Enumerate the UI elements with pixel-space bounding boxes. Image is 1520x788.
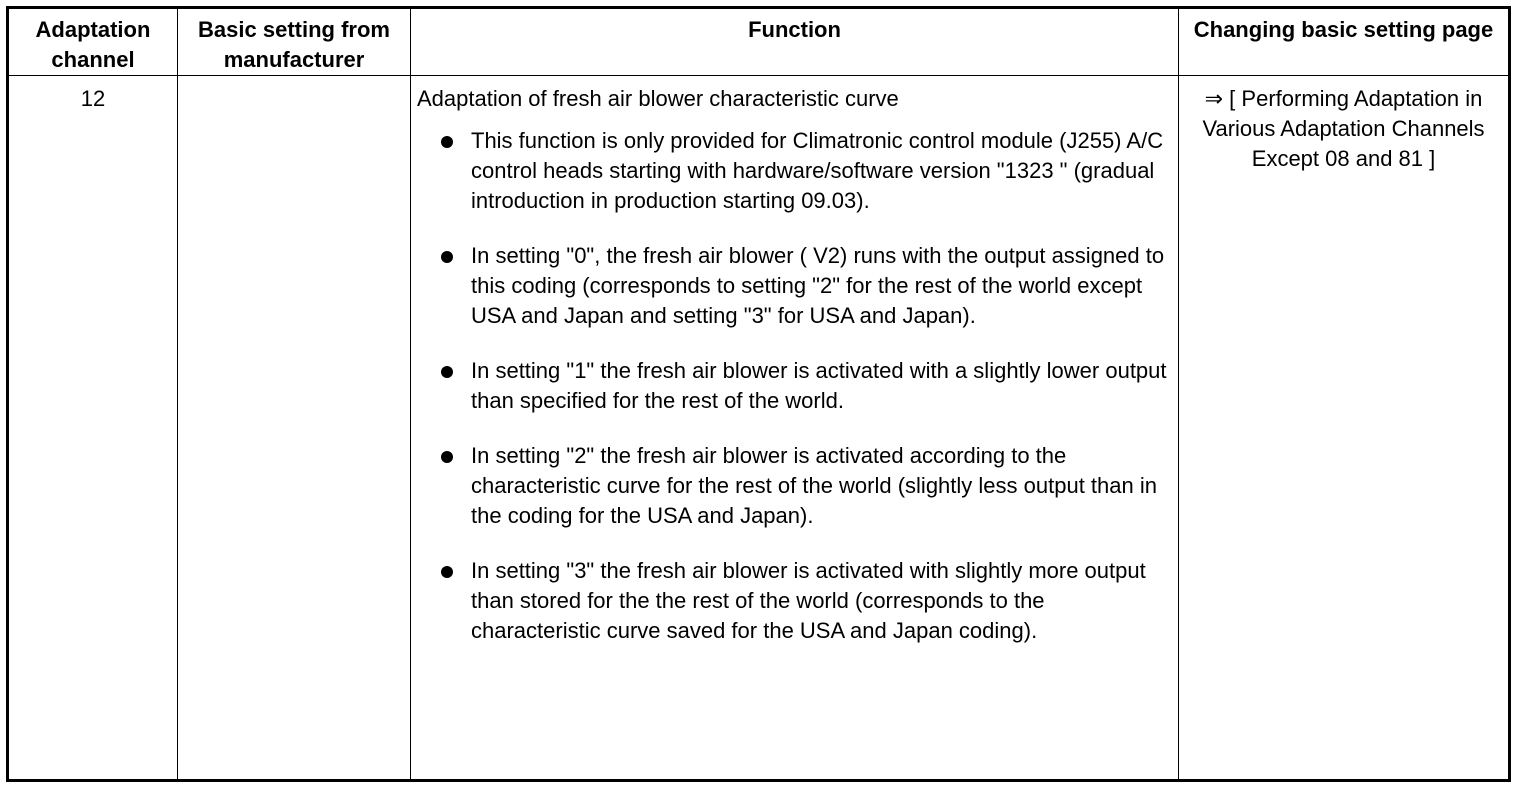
- bullet-text: This function is only provided for Climatronic control module (J255) A/C control heads starting with hardware/software version "1323 " (gradual introduction in production starting 09.03).: [471, 128, 1164, 213]
- header-basic-setting: Basic setting from manufacturer: [178, 8, 411, 76]
- adaptation-table: [6, 6, 1511, 782]
- list-item: [437, 356, 1172, 416]
- function-cell: [411, 76, 1179, 781]
- function-bullet-list: [417, 126, 1172, 646]
- list-item: [437, 241, 1172, 331]
- list-item: [437, 556, 1172, 646]
- bullet-icon: [441, 251, 453, 263]
- bullet-icon: [441, 366, 453, 378]
- header-adaptation-channel: Adaptation channel: [8, 8, 178, 76]
- bullet-icon: [441, 451, 453, 463]
- list-item: [437, 126, 1172, 216]
- bullet-icon: [441, 566, 453, 578]
- header-function: Function: [411, 8, 1179, 76]
- bullet-text: In setting "1" the fresh air blower is activated with a slightly lower output than specified for the rest of the world.: [471, 358, 1167, 413]
- bullet-text: In setting "3" the fresh air blower is activated with slightly more output than stored for the the rest of the world (corresponds to the characteristic curve saved for the USA and Japan coding).: [471, 558, 1146, 643]
- header-changing-page: Changing basic setting page: [1179, 8, 1510, 76]
- basic-setting-cell: [178, 76, 411, 781]
- list-item: [437, 441, 1172, 531]
- table-row: [8, 76, 1510, 781]
- bullet-icon: [441, 136, 453, 148]
- bullet-text: In setting "2" the fresh air blower is activated according to the characteristic curve for the rest of the world (slightly less output than in the coding for the USA and Japan).: [471, 443, 1157, 528]
- page-link-cell: [1179, 76, 1510, 781]
- table-header-row: [8, 8, 1510, 76]
- channel-cell: 12: [8, 76, 178, 781]
- bullet-text: In setting "0", the fresh air blower ( V2) runs with the output assigned to this coding (corresponds to setting "2" for the rest of the world except USA and Japan and setting "3" for USA and Japan).: [471, 243, 1165, 328]
- performing-adaptation-link[interactable]: ⇒ [ Performing Adaptation in Various Adaptation Channels Except 08 and 81 ]: [1202, 86, 1485, 171]
- function-title: Adaptation of fresh air blower characteristic curve: [417, 86, 899, 111]
